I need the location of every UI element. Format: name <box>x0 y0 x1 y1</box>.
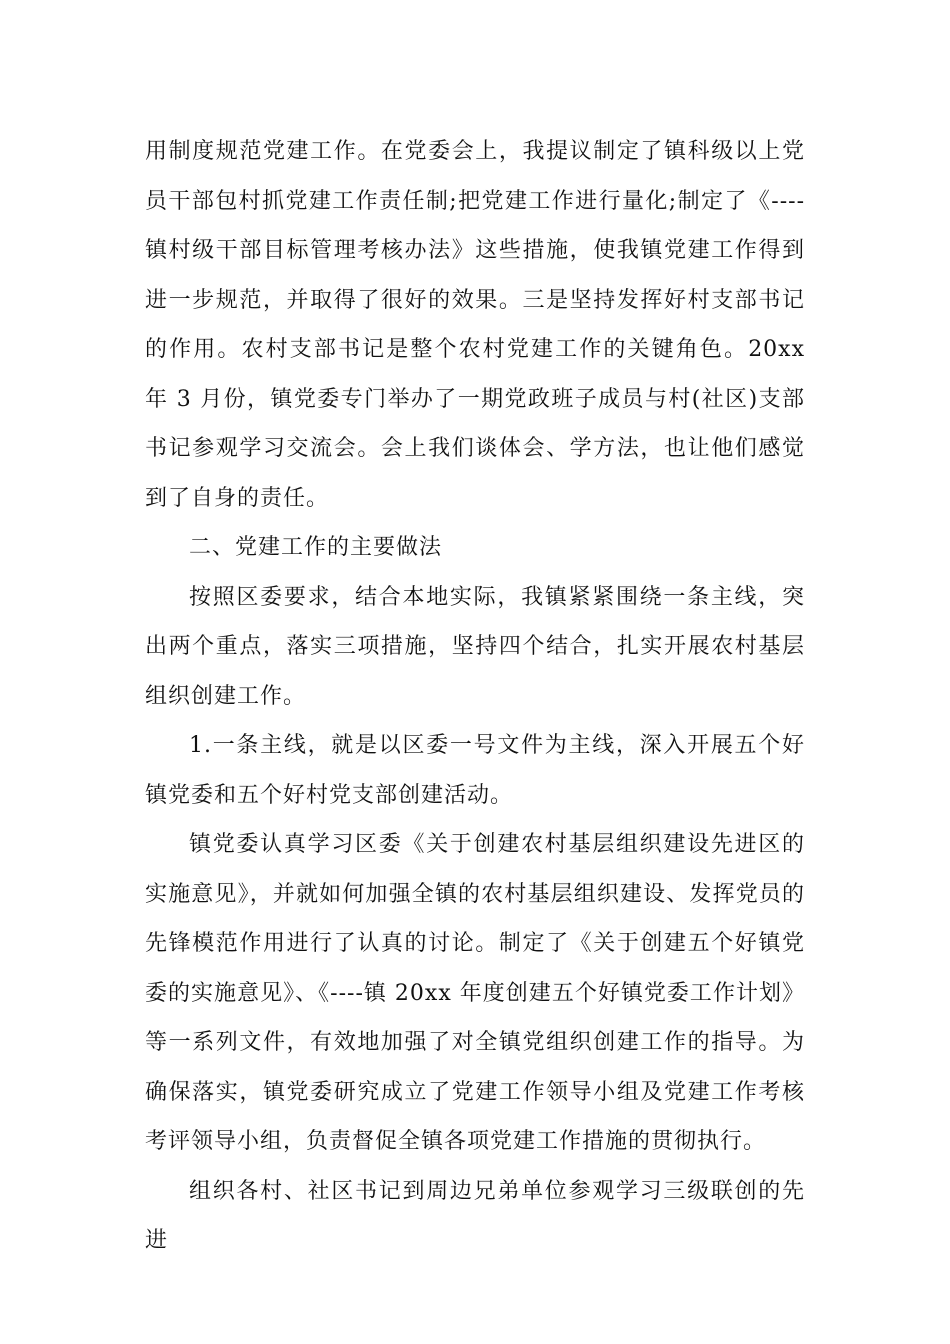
section-heading: 二、党建工作的主要做法 <box>189 535 443 560</box>
paragraph-truncated: 组织各村、社区书记到周边兄弟单位参观学习三级联创的先进 <box>145 1178 805 1253</box>
paragraph: 镇党委认真学习区委《关于创建农村基层组织建设先进区的实施意见》，并就如何加强全镇的农村基层组织建设、发挥党员的先锋模范作用进行了认真的讨论。制定了《关于创建五个好镇党委的实施意见》、《----镇 20xx 年度创建五个好镇党委工作计划》等一系列文件，有效地加强了对全镇党组织创建工作的指导。为确保落实，镇党委研究成立了党建工作领导小组及党建工作考核考评领导小组，负责督促全镇各项党建工作措施的贯彻执行。 <box>145 832 805 1154</box>
document-body <box>145 127 805 1266</box>
paragraph-numbered-item: 1.一条主线，就是以区委一号文件为主线，深入开展五个好镇党委和五个好村党支部创建活动。 <box>145 733 805 808</box>
paragraph-continued: 用制度规范党建工作。在党委会上，我提议制定了镇科级以上党员干部包村抓党建工作责任制;把党建工作进行量化;制定了《----镇村级干部目标管理考核办法》这些措施，使我镇党建工作得到进一步规范，并取得了很好的效果。三是坚持发挥好村支部书记的作用。农村支部书记是整个农村党建工作的关键角色。20xx 年 3 月份，镇党委专门举办了一期党政班子成员与村(社区)支部书记参观学习交流会。会上我们谈体会、学方法，也让他们感觉到了自身的责任。 <box>145 139 805 511</box>
paragraph: 按照区委要求，结合本地实际，我镇紧紧围绕一条主线，突出两个重点，落实三项措施，坚持四个结合，扎实开展农村基层组织创建工作。 <box>145 584 805 709</box>
